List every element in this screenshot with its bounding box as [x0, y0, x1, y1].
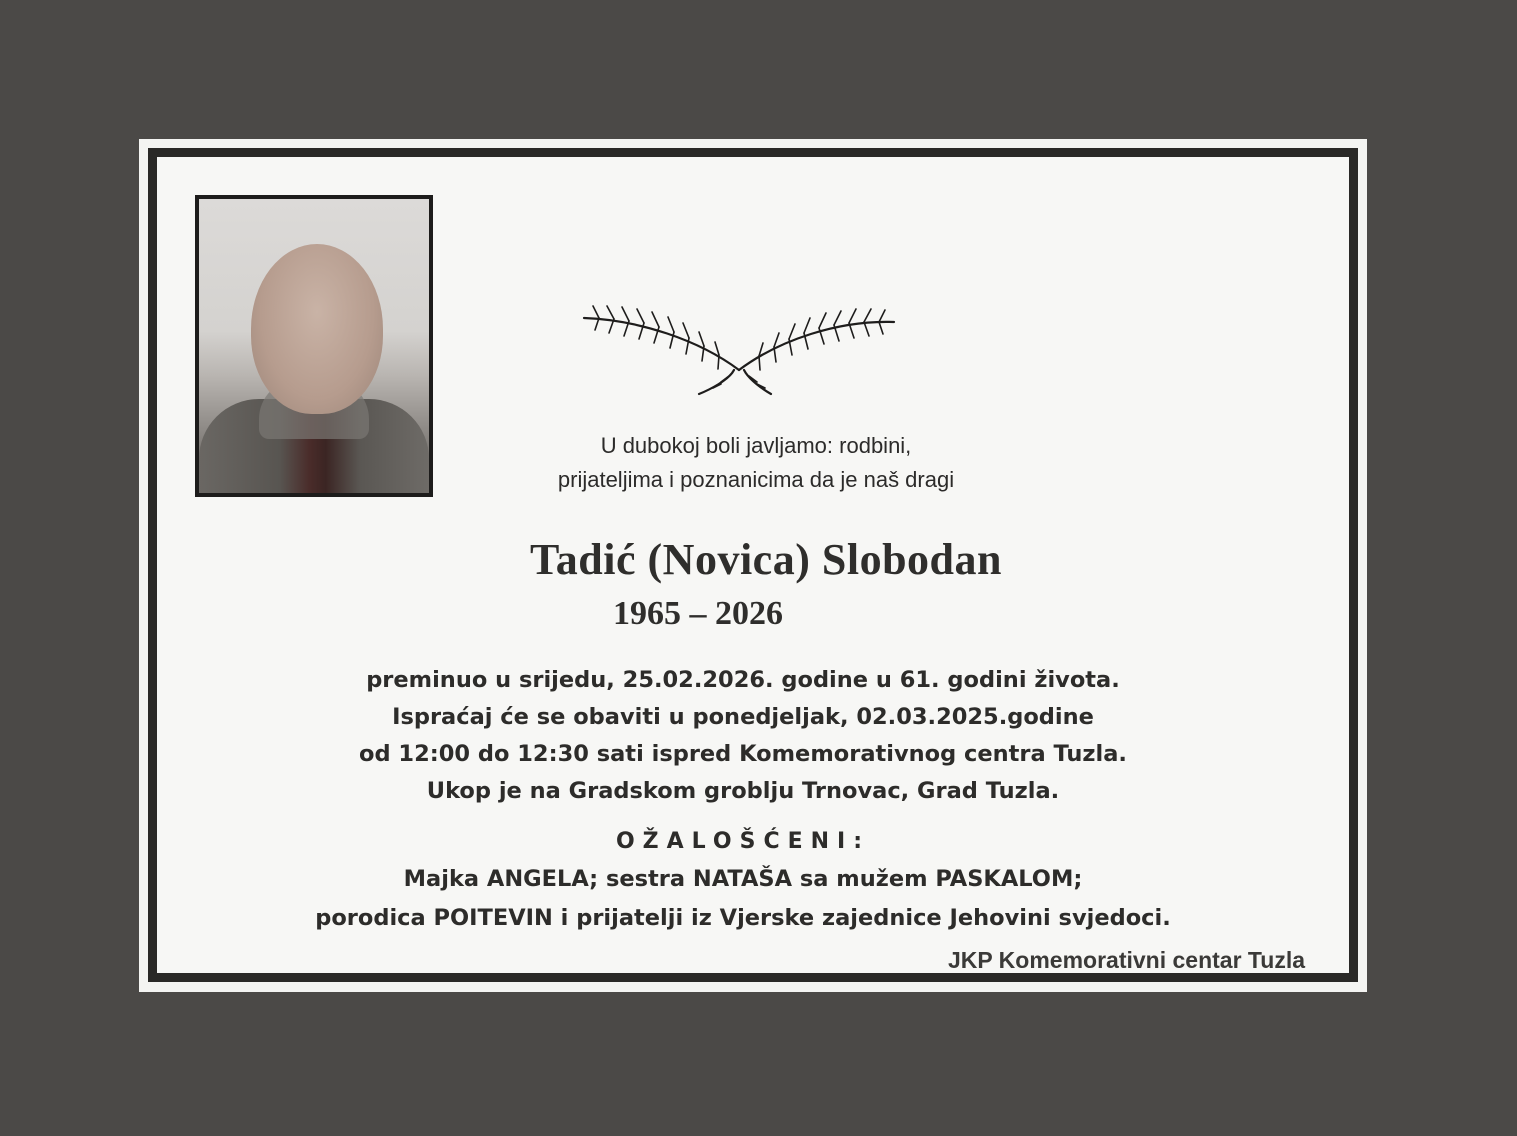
pine-branch-ornament: [579, 290, 899, 398]
intro-line-2: prijateljima i poznanicima da je naš dragi: [557, 467, 955, 492]
deceased-name: Tadić (Novica) Slobodan: [530, 535, 1002, 584]
life-years: 1965 – 2026: [613, 595, 783, 632]
mourners-list: [257, 860, 1229, 938]
obituary-paper: [139, 139, 1367, 992]
details-line-4: Ukop je na Gradskom groblju Trnovac, Grad Tuzla.: [426, 778, 1060, 804]
mourners-line-2: porodica POITEVIN i prijatelji iz Vjerske zajednice Jehovini svjedoci.: [315, 905, 1171, 931]
intro-line-1: U dubokoj boli javljamo: rodbini,: [600, 433, 912, 458]
details-line-2: Ispraćaj će se obaviti u ponedjeljak, 02.03.2025.godine: [392, 704, 1094, 730]
mourners-heading: OŽALOŠĆENI:: [615, 829, 871, 854]
details-line-3: od 12:00 do 12:30 sati ispred Komemorativnog centra Tuzla.: [359, 741, 1127, 767]
obituary-frame: [148, 148, 1358, 982]
funeral-details: [257, 662, 1229, 810]
portrait-head: [251, 244, 383, 414]
publisher-footer: JKP Komemorativni centar Tuzla: [947, 947, 1305, 973]
details-line-1: preminuo u srijedu, 25.02.2026. godine u 61. godini života.: [366, 667, 1120, 693]
mourners-line-1: Majka ANGELA; sestra NATAŠA sa mužem PASKALOM;: [403, 866, 1083, 892]
intro-text: [297, 429, 1215, 497]
